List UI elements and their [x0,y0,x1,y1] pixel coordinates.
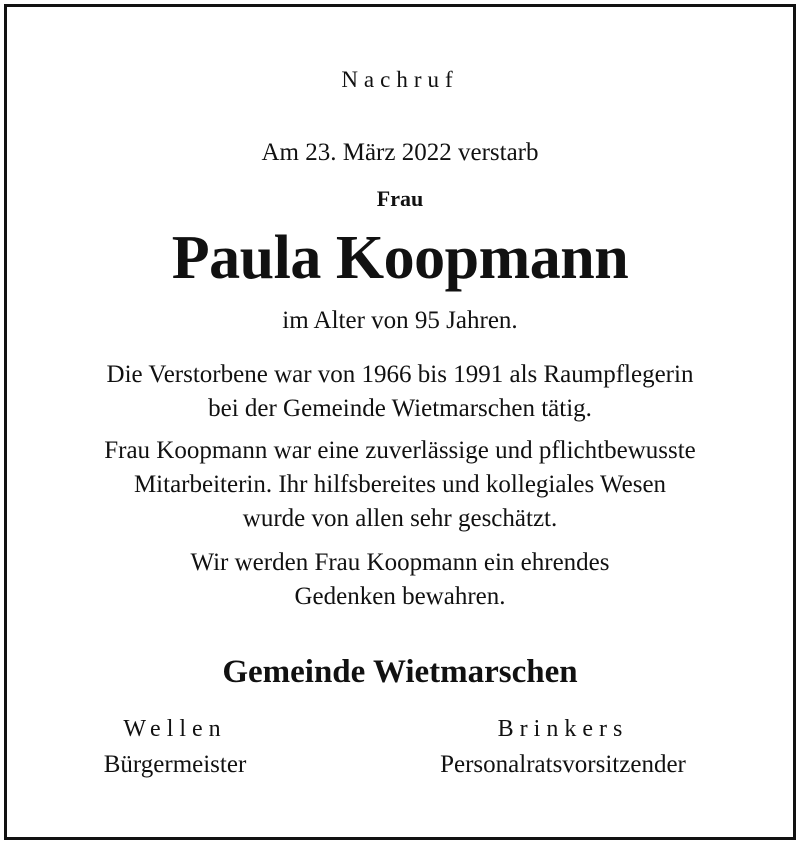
paragraph-line: wurde von allen sehr geschätzt. [242,505,558,532]
death-date-line: Am 23. März 2022 verstarb [261,139,539,166]
paragraph-line: Die Verstorbene war von 1966 bis 1991 als Raumpflegerin [106,361,694,388]
paragraph-employment [0,358,800,426]
paragraph-line: Wir werden Frau Koopmann ein ehrendes [190,549,610,576]
organization-name: Gemeinde Wietmarschen [222,654,578,690]
signer-mayor [75,713,275,781]
paragraph-line: Frau Koopmann war eine zuverlässige und pflichtbewusste [104,437,696,464]
age-line: im Alter von 95 Jahren. [282,307,518,334]
paragraph-tribute [0,434,800,536]
paragraph-remembrance [0,546,800,614]
signer-name: Wellen [123,716,227,742]
signer-staff-council [402,713,724,781]
signer-name: Brinkers [497,716,629,742]
paragraph-line: bei der Gemeinde Wietmarschen tätig. [208,395,592,422]
obituary-heading: Nachruf [341,67,459,92]
paragraph-line: Mitarbeiterin. Ihr hilfsbereites und kollegiales Wesen [133,471,667,498]
salutation: Frau [376,186,424,211]
paragraph-line: Gedenken bewahren. [294,583,506,610]
deceased-name: Paula Koopmann [171,224,629,292]
signer-role: Personalratsvorsitzender [440,751,686,778]
signer-role: Bürgermeister [103,751,247,778]
